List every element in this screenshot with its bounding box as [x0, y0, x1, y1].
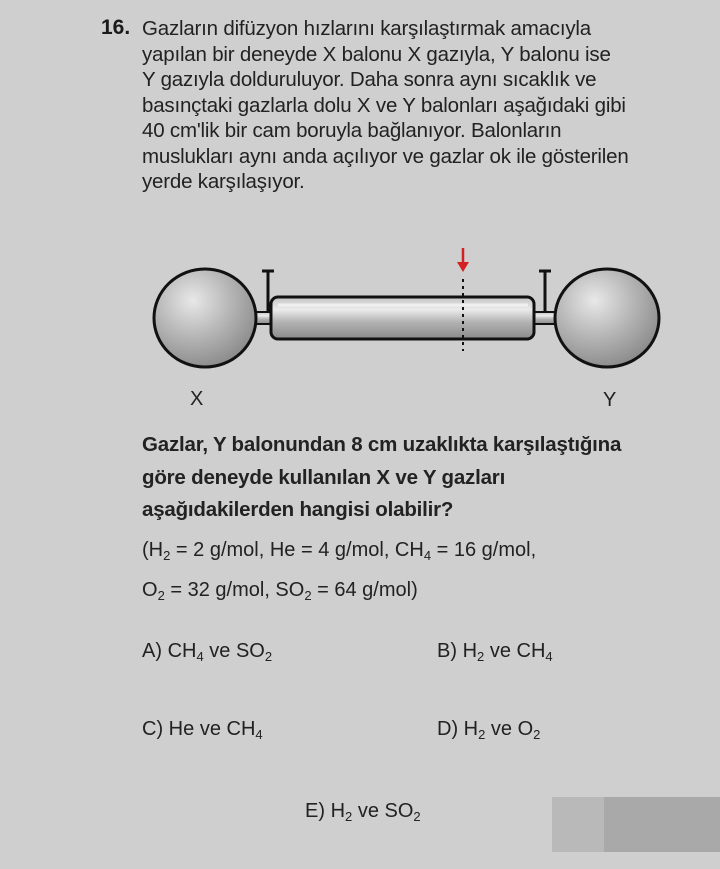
option-a[interactable] — [142, 640, 272, 664]
question-line: aşağıdakilerden hangisi olabilir? — [142, 498, 454, 521]
option-letter: B) — [437, 640, 457, 662]
mass-h2: 2 g/mol — [193, 539, 259, 561]
stem-line: Y gazıyla dolduruluyor. Daha sonra aynı sıcaklık ve — [142, 68, 597, 91]
option-conjunction: ve — [209, 640, 231, 662]
question-line: Gazlar, Y balonundan 8 cm uzaklıkta karşılaştığına — [142, 433, 622, 456]
stem-line: muslukları aynı anda açılıyor ve gazlar ok ile gösterilen — [142, 144, 629, 168]
stem-line: yerde karşılaşıyor. — [142, 170, 305, 193]
option-conjunction: ve — [199, 718, 221, 740]
option-conjunction: ve — [490, 718, 513, 740]
option-gas-1: $H_2$ — [330, 800, 353, 824]
option-gas-2: $SO_2$ — [235, 640, 273, 664]
question-prompt — [142, 429, 702, 527]
molar-masses — [142, 533, 536, 613]
option-conjunction: ve — [357, 800, 379, 822]
option-letter: D) — [437, 718, 459, 740]
glass-tube — [271, 297, 534, 339]
stem-line: basınçtaki gazlarla dolu X ve Y balonları aşağıdaki gibi — [142, 93, 626, 117]
option-gas-2: $CH_4$ — [226, 718, 263, 742]
option-e[interactable] — [305, 800, 421, 824]
masses-line-1: ($H_2 = 2$ g/mol, He = 4 g/mol, $CH_4 = 16$ g/mol, — [142, 539, 537, 563]
option-letter: E) — [305, 800, 325, 822]
option-conjunction: ve — [489, 640, 511, 662]
option-gas-2: $SO_2$ — [384, 800, 421, 824]
option-letter: C) — [142, 718, 164, 740]
stem-line: 40 cm'lik bir cam boruyla bağlanıyor. Balonların — [142, 119, 562, 142]
option-gas-2: $CH_4$ — [516, 640, 553, 664]
option-gas-1: $CH_4$ — [167, 640, 204, 664]
mass-ch4: 16 g/mol — [453, 539, 531, 561]
label-x: X — [190, 388, 204, 410]
option-gas-1: $H_2$ — [462, 640, 485, 664]
option-b[interactable] — [437, 640, 553, 664]
label-y: Y — [603, 389, 617, 411]
question-stem — [142, 16, 702, 195]
option-gas-2: $O_2$ — [517, 718, 541, 742]
option-d[interactable] — [437, 718, 540, 742]
stem-line: Gazların difüzyon hızlarını karşılaştırmak amacıyla — [142, 17, 591, 40]
mass-he: 4 g/mol — [318, 539, 384, 561]
mass-o2: 32 g/mol — [187, 579, 265, 601]
mass-so2: 64 g/mol — [334, 579, 412, 601]
balloon-y — [555, 269, 659, 367]
option-letter: A) — [142, 640, 162, 662]
balloon-x — [154, 269, 256, 367]
option-c[interactable] — [142, 718, 263, 742]
option-gas-1: $H_2$ — [463, 718, 486, 742]
stem-line: yapılan bir deneyde X balonu X gazıyla, Y balonu ise — [142, 42, 611, 66]
stopcock-right — [539, 271, 551, 311]
red-arrow-icon — [457, 248, 469, 272]
diffusion-apparatus — [150, 245, 670, 395]
question-number: 16. — [101, 16, 131, 39]
redaction-block — [604, 797, 720, 852]
question-line: göre deneyde kullanılan X ve Y gazları — [142, 465, 506, 489]
option-gas-1: He — [168, 718, 195, 740]
redaction-block — [552, 797, 612, 852]
masses-line-2: $O_2 = 32$ g/mol, $SO_2 = 64$ g/mol) — [142, 579, 418, 603]
